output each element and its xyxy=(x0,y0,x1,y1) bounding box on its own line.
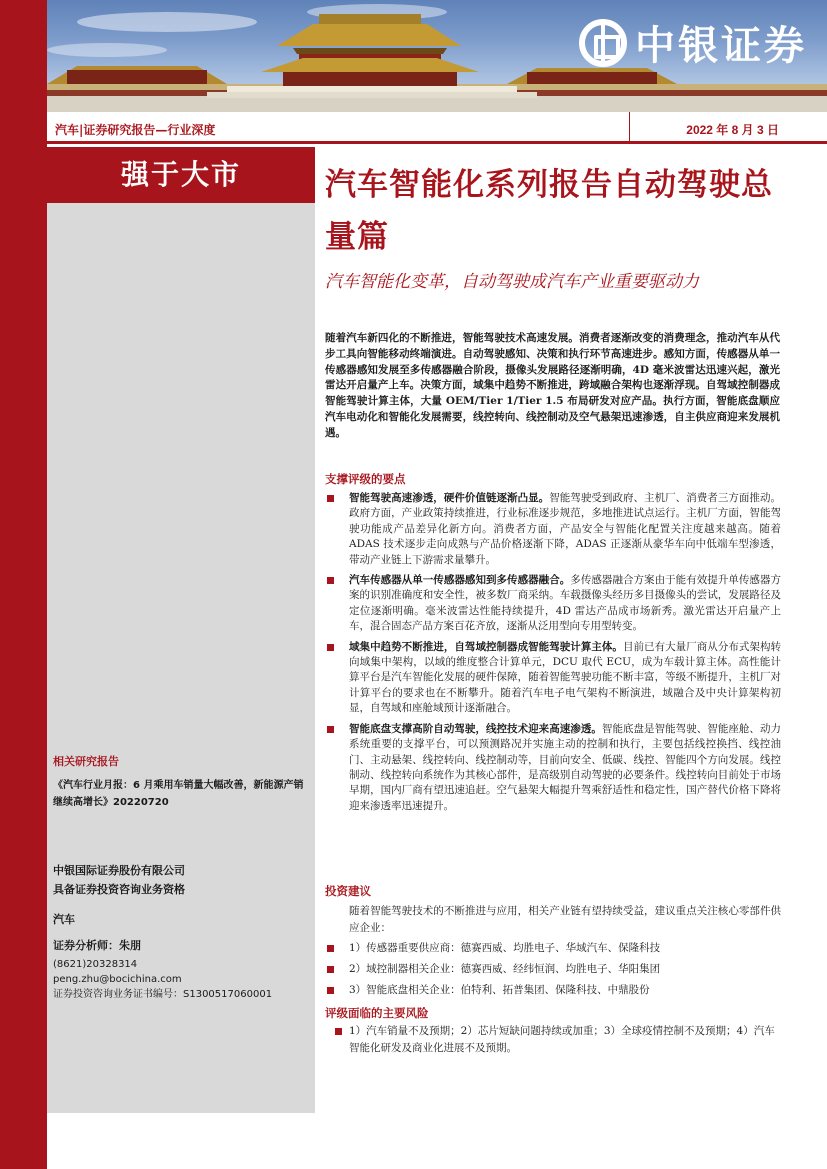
analyst-phone: (8621)20328314 xyxy=(53,959,138,970)
report-summary: 随着汽车新四化的不断推进，智能驾驶技术高速发展。消费者逐渐改变的消费理念，推动汽车从代步工具向智能移动终端演进。自动驾驶感知、决策和执行环节高速进步。感知方面，传感器从单一传感器感知发展至多传感器融合阶段，摄像头发展路径逐渐明确，4D 毫米波雷达迅速兴起，激光雷达开启量产上车。决策方面，域集中趋势不断推进，跨域融合架构也逐渐浮现。自驾域控制器成智能驾驶计算主体，大量 OEM/Tier 1/Tier 1.5 布局研发对应产品。执行方面，智能底盘顺应汽车电动化和智能化发展需要，线控转向、线控制动及空气悬架迅速渗透，自主供应商迎来发展机遇。 xyxy=(325,332,780,439)
report-subtitle: 汽车智能化变革，自动驾驶成汽车产业重要驱动力 xyxy=(325,272,699,292)
bullet-text: 智能驾驶受到政府、主机厂、消费者三方面推动。政府方面，产业政策持续推进，行业标准逐步规范，多地推进试点运行。主机厂方面，智能驾驶功能成产品差异化新方向。消费者方面，产品安全与智能化配置关注度越来越高。随着 ADAS 技术逐步走向成熟与产品价格逐渐下降，ADAS 正逐渐从豪华车向中低端车型渗透，带动产业链上下游需求量攀升。 xyxy=(349,492,782,566)
header-divider xyxy=(629,112,630,141)
support-points-list xyxy=(325,491,781,819)
risk-heading: 评级面临的主要风险 xyxy=(325,1006,429,1020)
header-banner xyxy=(47,0,827,112)
rating-badge: 强于大市 xyxy=(47,147,315,203)
analyst-license: 证券投资咨询业务证书编号：S1300517060001 xyxy=(53,989,273,1000)
bullet-lead: 智能驾驶高速渗透，硬件价值链逐渐凸显。 xyxy=(349,492,550,504)
investment-item: 1）传感器重要供应商：德赛西威、均胜电子、华域汽车、保隆科技 xyxy=(325,941,781,956)
investment-item: 2）域控制器相关企业：德赛西威、经纬恒润、均胜电子、华阳集团 xyxy=(325,962,781,977)
analyst-info xyxy=(53,911,272,1002)
related-report-item[interactable]: 《汽车行业月报：6 月乘用车销量大幅改善，新能源产销继续高增长》20220720 xyxy=(53,780,304,808)
bullet-lead: 汽车传感器从单一传感器感知到多传感器融合。 xyxy=(349,574,571,587)
analyst-email[interactable]: peng.zhu@bocichina.com xyxy=(53,974,182,985)
bullet-text: 目前已有大量厂商从分布式架构转向域集中架构，以域的维度整合计算单元，DCU 取代 ECU，成为车载计算主体。高性能计算平台是汽车智能化发展的硬件保障，随着智能驾驶功能不断丰富，等级不断提升，主机厂对计算平台的要求也在不断攀升。随着汽车电子电气架构不断演进，域融合及中央计算架构初显，自驾域和座舱域预计逐渐融合。 xyxy=(349,640,782,715)
investment-intro: 随着智能驾驶技术的不断推进与应用，相关产业链有望持续受益，建议重点关注核心零部件供应企业： xyxy=(349,905,781,934)
related-reports xyxy=(53,753,309,811)
list-item xyxy=(325,640,781,717)
related-reports-title: 相关研究报告 xyxy=(53,755,119,768)
company-qualification: 具备证券投资咨询业务资格 xyxy=(53,883,185,896)
brand-name: 中银证券 xyxy=(635,23,807,69)
bullet-lead: 域集中趋势不断推进，自驾域控制器成智能驾驶计算主体。 xyxy=(349,640,623,653)
bullet-lead: 智能底盘支撑高阶自动驾驶，线控技术迎来高速渗透。 xyxy=(349,722,602,735)
list-item xyxy=(325,491,781,568)
analyst-name: 证券分析师：朱朋 xyxy=(53,939,141,952)
boc-coin-icon xyxy=(579,19,627,67)
bullet-text: 多传感器融合方案由于能有效提升单传感器方案的识别准确度和安全性，被多数厂商采纳。车载摄像头经历多目摄像头的尝试，发展路径及定位逐渐明确。毫米波雷达性能持续提升，4D 雷达产品成市场新秀。激光雷达开启量产上车，混合固态产品方案百花齐放，逐渐从泛用型向专用型转变。 xyxy=(349,574,782,633)
support-points-heading: 支撑评级的要点 xyxy=(325,472,406,486)
report-date: 2022 年 8 月 3 日 xyxy=(686,123,779,137)
sector-label: 汽车 xyxy=(53,913,75,926)
sidebar xyxy=(47,147,315,1113)
investment-heading: 投资建议 xyxy=(325,884,371,898)
report-category: 汽车|证券研究报告—行业深度 xyxy=(55,123,216,137)
brand-logo xyxy=(579,14,807,71)
left-margin-stripe xyxy=(0,0,47,1169)
company-name: 中银国际证券股份有限公司 xyxy=(53,864,185,877)
investment-item: 3）智能底盘相关企业：伯特利、拓普集团、保隆科技、中鼎股份 xyxy=(325,983,781,998)
company-info xyxy=(53,861,185,899)
report-title: 汽车智能化系列报告自动驾驶总量篇 xyxy=(325,167,773,255)
list-item xyxy=(325,573,781,635)
report-header-strip xyxy=(47,112,827,144)
bullet-text: 智能底盘是智能驾驶、智能座舱、动力系统重要的支撑平台，可以预测路况并实施主动的控制和执行，主要包括线控换挡、线控油门、主动悬架、线控转向、线控制动等，目前向安全、低碳、线控、智能四个方向发展。线控制动、线控转向系统作为其核心部件，是高级别自动驾驶的必要条件。线控转向目前处于市场早期，国内厂商有望迅速追赶。空气悬架大幅提升驾乘舒适性和稳定性，国产替代价格下降将迎来渗透率迅速提升。 xyxy=(349,722,782,812)
risk-text: 1）汽车销量不及预期；2）芯片短缺问题持续或加重；3）全球疫情控制不及预期；4）汽车智能化研发及商业化进展不及预期。 xyxy=(325,1023,781,1057)
list-item xyxy=(325,722,781,814)
